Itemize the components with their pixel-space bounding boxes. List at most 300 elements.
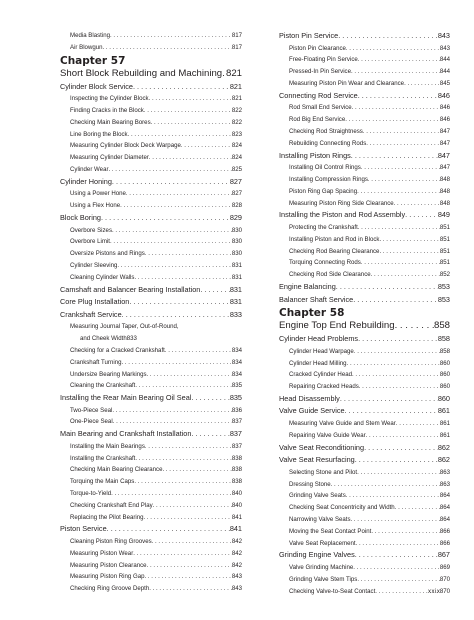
toc-entry[interactable] — [279, 90, 450, 103]
toc-entry-page: 840 — [231, 501, 242, 509]
toc-subentry[interactable] — [279, 78, 450, 90]
toc-entry-title: Connecting Rod Service — [279, 90, 358, 100]
toc-entry-continuation — [70, 333, 242, 345]
toc-entry-title: Piston Service — [60, 524, 107, 534]
toc-entry-page: 830 — [231, 226, 242, 234]
toc-entry-page: 830 — [231, 238, 242, 246]
toc-subentry[interactable] — [60, 93, 242, 105]
toc-subentry[interactable] — [279, 102, 450, 114]
toc-entry[interactable] — [60, 212, 242, 225]
toc-entry-page: 851 — [439, 247, 450, 255]
toc-subentry[interactable] — [279, 381, 450, 393]
toc-subentry[interactable] — [279, 246, 450, 258]
toc-entry-title: Air Blowgun — [70, 43, 103, 51]
toc-entry-title: Installing Compression Rings — [289, 175, 368, 183]
dot-leader — [357, 574, 440, 586]
dot-leader — [361, 257, 440, 269]
chapter-label: Chapter 58 — [279, 307, 345, 320]
toc-subentry[interactable] — [60, 236, 242, 248]
toc-entry-page: 846 — [439, 104, 450, 112]
toc-entry-title: Rebuilding Connecting Rods — [289, 139, 367, 147]
toc-entry-title: Measuring Valve Guide and Stem Wear — [289, 420, 396, 428]
dot-leader — [355, 549, 438, 562]
dot-leader — [358, 333, 438, 346]
toc-entry-title: Checking Main Bearing Clearance — [70, 466, 163, 474]
toc-subentry[interactable] — [60, 272, 242, 284]
dot-leader — [371, 526, 440, 538]
chapter-title[interactable] — [279, 319, 450, 333]
toc-entry-title: Grinding Engine Valves — [279, 550, 355, 560]
toc-subentry[interactable] — [279, 198, 450, 210]
toc-entry-page: 841 — [231, 513, 242, 521]
dot-leader — [113, 416, 232, 428]
toc-entry[interactable] — [60, 81, 242, 94]
toc-entry-title: Core Plug Installation — [60, 297, 130, 307]
dot-leader — [351, 66, 440, 78]
toc-entry-page: 858 — [437, 334, 450, 344]
toc-entry[interactable] — [60, 284, 242, 297]
toc-entry-title: Using a Power Hone — [70, 190, 126, 198]
toc-entry-title: Piston Pin Service — [279, 31, 339, 40]
toc-subentry[interactable] — [60, 453, 242, 465]
dot-leader — [346, 490, 440, 502]
toc-subentry[interactable] — [279, 502, 450, 514]
dot-leader — [395, 502, 440, 514]
dot-leader — [405, 209, 438, 222]
dot-leader — [117, 260, 231, 272]
dot-leader — [147, 560, 232, 572]
dot-leader — [162, 464, 231, 476]
toc-subentry[interactable] — [279, 358, 450, 370]
dot-leader — [145, 248, 232, 260]
toc-entry-title: Crankshaft Service — [60, 309, 122, 319]
toc-entry-title: Cylinder Sleeving — [70, 261, 118, 269]
toc-entry-title-line1: Measuring Journal Taper, Out-of-Round, — [70, 323, 179, 331]
toc-entry-title: Installing the Crankshaft — [70, 454, 136, 462]
toc-entry-title: Cleaning the Crankshaft — [70, 382, 136, 390]
toc-subentry[interactable] — [60, 571, 242, 583]
toc-entry-title: Measuring Piston Clearance — [70, 561, 147, 569]
toc-entry-page: 845 — [439, 79, 450, 87]
toc-entry-title: Line Boring the Block — [70, 130, 128, 138]
toc-entry[interactable] — [279, 393, 450, 406]
toc-entry[interactable] — [60, 392, 242, 405]
toc-entry-title: Rod Big End Service — [289, 116, 346, 124]
dot-leader — [361, 162, 440, 174]
toc-entry-title: and Cheek Width — [80, 335, 127, 343]
toc-subentry[interactable] — [279, 538, 450, 550]
toc-entry[interactable] — [279, 454, 450, 467]
toc-entry-page: 835 — [231, 382, 242, 390]
toc-entry-page: 837 — [231, 418, 242, 426]
toc-subentry[interactable] — [279, 369, 450, 381]
toc-subentry[interactable] — [60, 260, 242, 272]
toc-subentry[interactable] — [279, 126, 450, 138]
toc-entry-title: Measuring Cylinder Block Deck Warpage — [70, 142, 181, 150]
toc-subentry[interactable] — [60, 117, 242, 129]
dot-leader — [110, 236, 232, 248]
dot-leader — [355, 454, 438, 467]
toc-entry[interactable] — [60, 428, 242, 441]
dot-leader — [366, 430, 440, 442]
dot-leader — [103, 42, 232, 54]
toc-entry-title: Torque-to-Yield — [70, 490, 112, 498]
toc-entry-page: 821 — [231, 95, 242, 103]
dot-leader — [152, 536, 232, 548]
toc-subentry[interactable] — [60, 500, 242, 512]
toc-entry-title: Installing the Piston and Rod Assembly — [279, 210, 406, 220]
toc-entry-page: 831 — [229, 297, 242, 307]
toc-entry-title: Cracked Cylinder Head — [289, 371, 352, 379]
dot-leader — [352, 369, 440, 381]
toc-subentry[interactable] — [60, 105, 242, 117]
toc-subentry[interactable] — [279, 54, 450, 66]
toc-entry-title: Oversize Pistons and Rings — [70, 250, 145, 258]
toc-entry-title: Protecting the Crankshaft — [289, 223, 358, 231]
toc-entry-title: Measuring Piston Pin Wear and Clearance — [289, 79, 405, 87]
toc-subentry[interactable] — [279, 526, 450, 538]
dot-leader — [120, 200, 232, 212]
toc-entry-page: 869 — [439, 564, 450, 572]
toc-entry-title: Engine Top End Rebuilding — [279, 320, 395, 332]
toc-entry-page: 866 — [439, 527, 450, 535]
dot-leader — [112, 225, 232, 237]
dot-leader — [358, 222, 440, 234]
toc-entry-page: 833 — [229, 309, 242, 319]
toc-subentry[interactable] — [60, 30, 242, 42]
dot-leader — [109, 164, 232, 176]
dot-leader — [145, 571, 232, 583]
toc-entry-page: 861 — [439, 420, 450, 428]
toc-entry-title: Overbore Limit — [70, 238, 110, 246]
toc-entry-page: 833 — [126, 335, 137, 343]
toc-subentry[interactable] — [279, 490, 450, 502]
toc-entry-page: 848 — [439, 175, 450, 183]
dot-leader — [107, 523, 230, 536]
toc-entry-title: Measuring Piston Ring Gap — [70, 573, 145, 581]
toc-entry-title: Installing Piston Rings — [279, 150, 351, 160]
toc-subentry[interactable] — [279, 222, 450, 234]
toc-entry[interactable] — [60, 176, 242, 189]
toc-entry-page: 822 — [231, 118, 242, 126]
dot-leader — [352, 102, 440, 114]
toc-subentry[interactable] — [279, 114, 450, 126]
toc-entry-title: Installing Oil Control Rings — [289, 164, 361, 172]
toc-subentry[interactable] — [279, 562, 450, 574]
dot-leader — [363, 126, 440, 138]
dot-leader — [134, 272, 231, 284]
toc-entry-title: Installing the Main Bearings — [70, 442, 145, 450]
toc-entry-page: 838 — [231, 478, 242, 486]
toc-subentry[interactable] — [60, 464, 242, 476]
toc-entry-page: 825 — [231, 165, 242, 173]
toc-entry-title: Inspecting the Cylinder Block — [70, 95, 149, 103]
toc-subentry[interactable] — [279, 174, 450, 186]
dot-leader — [368, 174, 440, 186]
toc-subentry[interactable] — [60, 225, 242, 237]
toc-entry-title: Pressed-In Pin Service — [289, 68, 351, 76]
toc-subentry[interactable] — [279, 586, 450, 598]
toc-entry-page: 837 — [229, 429, 242, 439]
toc-entry-page: 861 — [437, 406, 450, 416]
toc-subentry[interactable] — [279, 43, 450, 55]
toc-entry-page: 847 — [439, 127, 450, 135]
dot-leader — [135, 380, 231, 392]
dot-leader — [394, 198, 440, 210]
toc-entry-title: Cylinder Head Milling — [289, 359, 347, 367]
chapter-title[interactable] — [60, 67, 242, 81]
toc-entry-page: 830 — [231, 250, 242, 258]
toc-entry-title: Checking Seat Concentricity and Width — [289, 504, 395, 512]
toc-subentry[interactable] — [60, 380, 242, 392]
dot-leader — [144, 105, 232, 117]
toc-entry-title: Repairing Cracked Heads — [289, 383, 359, 391]
toc-entry-title: Valve Seat Reconditioning — [279, 442, 365, 452]
toc-subentry[interactable] — [60, 42, 242, 54]
toc-entry-title: Selecting Stone and Pilot — [289, 468, 358, 476]
toc-entry-title: Overbore Sizes — [70, 226, 112, 234]
toc-entry-title: Checking Ring Groove Depth — [70, 585, 150, 593]
toc-subentry[interactable] — [279, 186, 450, 198]
toc-entry-page: 831 — [229, 284, 242, 294]
toc-entry-title: Piston Ring Gap Spacing — [289, 187, 358, 195]
toc-subentry[interactable] — [60, 560, 242, 572]
toc-subentry[interactable] — [60, 248, 242, 260]
toc-entry-page: 851 — [439, 259, 450, 267]
dot-leader — [133, 548, 232, 560]
toc-entry-title: Torquing Connecting Rods — [289, 259, 361, 267]
toc-entry-page: 847 — [439, 164, 450, 172]
toc-entry[interactable] — [279, 549, 450, 562]
dot-leader — [346, 43, 440, 55]
dot-leader — [358, 54, 440, 66]
toc-entry-title: Cylinder Honing — [60, 176, 112, 186]
toc-subentry[interactable] — [60, 357, 242, 369]
toc-subentry[interactable] — [60, 369, 242, 381]
toc-entry[interactable] — [279, 405, 450, 418]
toc-entry-page: 852 — [439, 271, 450, 279]
toc-entry-title: Valve Seat Resurfacing — [279, 455, 355, 465]
toc-entry-title: Checking Rod Straightness — [289, 127, 363, 135]
toc-entry[interactable] — [279, 294, 450, 307]
toc-entry-title: Cylinder Head Warpage — [289, 347, 354, 355]
toc-entry-page: 829 — [229, 212, 242, 222]
toc-entry-page: 867 — [437, 550, 450, 560]
toc-entry-page: 831 — [231, 273, 242, 281]
toc-entry-page: 858 — [439, 347, 450, 355]
toc-entry-title: One-Piece Seal — [70, 418, 113, 426]
toc-entry-page: 831 — [231, 261, 242, 269]
toc-entry-title: Crankshaft Turning — [70, 358, 122, 366]
toc-entry-page: 848 — [439, 199, 450, 207]
toc-entry-page: 846 — [437, 90, 450, 100]
toc-entry-title: Dressing Stone — [289, 480, 331, 488]
toc-subentry[interactable] — [60, 321, 242, 345]
toc-entry-page: 846 — [439, 116, 450, 124]
toc-entry-page: 840 — [231, 490, 242, 498]
toc-entry-page: 821 — [229, 81, 242, 91]
toc-entry-page: 843 — [231, 585, 242, 593]
toc-entry[interactable] — [60, 309, 242, 322]
dot-leader — [395, 319, 434, 333]
toc-subentry[interactable] — [60, 476, 242, 488]
dot-leader — [354, 346, 440, 358]
toc-entry-title: Checking Crankshaft End Play — [70, 501, 153, 509]
toc-entry-title: Measuring Piston Ring Side Clearance — [289, 199, 394, 207]
toc-entry-page: 843 — [231, 573, 242, 581]
toc-entry-title: Checking Valve-to-Seat Contact — [289, 587, 376, 595]
toc-entry-title: Main Bearing and Crankshaft Installation — [60, 429, 192, 439]
toc-subentry[interactable] — [279, 269, 450, 281]
toc-subentry[interactable] — [60, 583, 242, 595]
toc-entry-title: Free-Floating Pin Service — [289, 56, 358, 64]
toc-entry[interactable] — [279, 150, 450, 163]
toc-subentry[interactable] — [60, 405, 242, 417]
toc-entry-page: 824 — [231, 154, 242, 162]
toc-entry-title: Narrowing Valve Seats — [289, 516, 351, 524]
toc-entry-title: Torquing the Main Caps — [70, 478, 135, 486]
toc-entry-page: 864 — [439, 492, 450, 500]
toc-entry-page: 834 — [231, 370, 242, 378]
toc-entry-title: Installing the Rear Main Bearing Oil Seal — [60, 393, 192, 403]
toc-entry-page: 842 — [231, 538, 242, 546]
toc-entry-page: 851 — [439, 235, 450, 243]
toc-entry-title: Head Disassembly — [279, 393, 340, 403]
dot-leader — [371, 269, 440, 281]
dot-leader — [135, 453, 231, 465]
dot-leader — [111, 488, 232, 500]
toc-entry-page: 848 — [439, 187, 450, 195]
toc-entry-title: Cleaning Piston Ring Grooves — [70, 538, 152, 546]
toc-entry-title: Cylinder Wear — [70, 165, 109, 173]
toc-subentry[interactable] — [60, 188, 242, 200]
dot-leader — [340, 393, 438, 406]
toc-entry-title: Short Block Rebuilding and Machining — [60, 67, 223, 79]
toc-subentry[interactable] — [279, 162, 450, 174]
toc-entry[interactable] — [279, 30, 450, 43]
toc-entry[interactable] — [279, 209, 450, 222]
dot-leader — [122, 309, 230, 322]
toc-subentry[interactable] — [60, 488, 242, 500]
toc-subentry[interactable] — [60, 164, 242, 176]
toc-entry-page: 836 — [231, 406, 242, 414]
toc-entry-page: 844 — [439, 56, 450, 64]
toc-entry-page: 862 — [437, 442, 450, 452]
dot-leader — [200, 284, 229, 297]
toc-entry-page: 823 — [231, 130, 242, 138]
toc-subentry[interactable] — [60, 345, 242, 357]
page-number: xxix — [428, 589, 441, 595]
dot-leader — [345, 405, 438, 418]
toc-entry[interactable] — [60, 296, 242, 309]
dot-leader — [147, 369, 232, 381]
toc-subentry[interactable] — [60, 536, 242, 548]
toc-entry[interactable] — [279, 333, 450, 346]
toc-subentry[interactable] — [279, 138, 450, 150]
toc-entry-page: 864 — [439, 516, 450, 524]
chapter-label: Chapter 57 — [60, 54, 126, 67]
toc-entry-page: 844 — [439, 68, 450, 76]
toc-column-left — [60, 30, 242, 595]
toc-subentry[interactable] — [279, 479, 450, 491]
toc-subentry[interactable] — [60, 441, 242, 453]
toc-entry-title: Cylinder Head Problems — [279, 334, 359, 344]
toc-entry-page: 834 — [231, 346, 242, 354]
toc-entry-page: 817 — [231, 43, 242, 51]
toc-subentry[interactable] — [60, 152, 242, 164]
toc-entry-page: 858 — [433, 320, 450, 332]
toc-entry-page: 838 — [231, 454, 242, 462]
toc-subentry[interactable] — [279, 514, 450, 526]
toc-subentry[interactable] — [279, 574, 450, 586]
toc-entry-page: 870 — [439, 587, 450, 595]
toc-subentry[interactable] — [279, 346, 450, 358]
toc-entry-page: 834 — [231, 358, 242, 366]
dot-leader — [121, 357, 231, 369]
toc-subentry[interactable] — [60, 129, 242, 141]
dot-leader — [145, 441, 232, 453]
toc-subentry[interactable] — [279, 66, 450, 78]
toc-entry-page: 866 — [439, 539, 450, 547]
toc-entry-page: 821 — [225, 67, 242, 79]
toc-entry-page: 849 — [437, 210, 450, 220]
dot-leader — [357, 186, 440, 198]
toc-subentry[interactable] — [60, 200, 242, 212]
dot-leader — [357, 467, 440, 479]
toc-entry-title: Two-Piece Seal — [70, 406, 113, 414]
dot-leader — [356, 538, 440, 550]
dot-leader — [151, 117, 232, 129]
dot-leader — [181, 140, 232, 152]
toc-entry-page: 847 — [437, 150, 450, 160]
dot-leader — [191, 392, 229, 405]
toc-entry-title: Valve Guide Service — [279, 406, 345, 416]
toc-entry-title: Finding Cracks in the Block — [70, 106, 144, 114]
toc-entry-title: Grinding Valve Seats — [289, 492, 346, 500]
toc-entry-title: Grinding Valve Stem Tips — [289, 575, 358, 583]
dot-leader — [149, 583, 232, 595]
toc-subentry[interactable] — [279, 418, 450, 430]
dot-leader — [149, 93, 232, 105]
toc-entry-title: Piston Pin Clearance — [289, 44, 346, 52]
toc-subentry[interactable] — [60, 416, 242, 428]
toc-subentry[interactable] — [279, 467, 450, 479]
toc-entry-page: 853 — [437, 281, 450, 291]
toc-entry-title: Checking Rod Side Clearance — [289, 271, 371, 279]
dot-leader — [128, 129, 232, 141]
dot-leader — [353, 562, 440, 574]
toc-subentry[interactable] — [60, 548, 242, 560]
toc-entry-title: Checking for a Cracked Crankshaft — [70, 346, 165, 354]
toc-subentry[interactable] — [60, 512, 242, 524]
toc-entry[interactable] — [279, 281, 450, 294]
toc-entry-title: Checking Main Bearing Bores — [70, 118, 151, 126]
dot-leader — [379, 234, 439, 246]
dot-leader — [110, 30, 232, 42]
toc-subentry[interactable] — [279, 430, 450, 442]
toc-subentry[interactable] — [60, 140, 242, 152]
toc-subentry[interactable] — [279, 234, 450, 246]
toc-entry-title: Valve Seat Replacement — [289, 539, 356, 547]
toc-entry[interactable] — [279, 442, 450, 455]
dot-leader — [126, 188, 232, 200]
toc-entry-page: 862 — [437, 455, 450, 465]
dot-leader — [338, 30, 438, 43]
toc-entry[interactable] — [60, 523, 242, 536]
toc-subentry[interactable] — [279, 257, 450, 269]
dot-leader — [144, 512, 232, 524]
toc-column-right — [279, 30, 450, 597]
